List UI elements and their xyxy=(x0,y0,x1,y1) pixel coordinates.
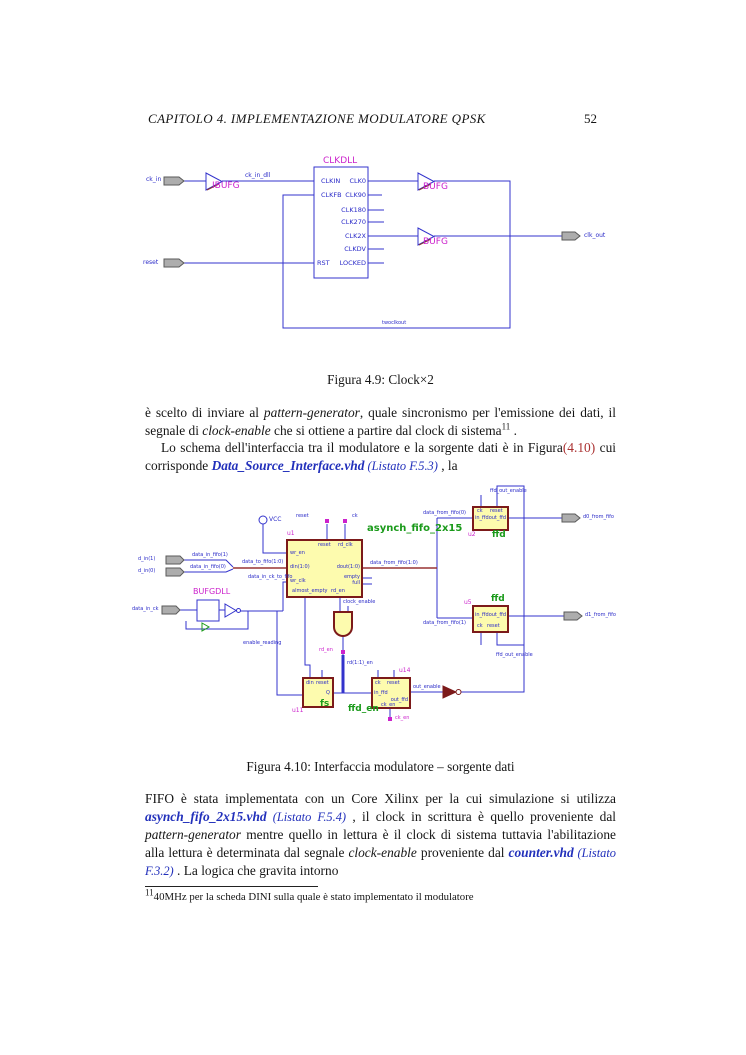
port-label-clk-out: clk_out xyxy=(584,232,606,239)
pin-label-u14-reset: reset xyxy=(387,680,400,686)
port-label-reset: reset xyxy=(143,259,159,266)
footnote-marker-ref: 11 xyxy=(501,421,511,432)
data-in-ck-port-tag xyxy=(162,606,180,614)
bufgdll-bubble xyxy=(237,609,241,613)
and-gate xyxy=(334,612,352,636)
instance-label-u1: u1 xyxy=(287,530,295,537)
pin-label-clk270: CLK270 xyxy=(341,218,366,226)
pin-label-wr-en: wr_en xyxy=(290,550,305,556)
pin-label-u5-in-ffd: in_ffd xyxy=(475,612,489,618)
pin-label-u5-ck: ck xyxy=(477,623,483,629)
para1-em-clock-enable: clock-enable xyxy=(202,422,271,438)
bufgdll-box xyxy=(197,600,219,621)
para3-s3: mentre quello in lettura è il clock di sistema tuttavia l'abilitazione alla lettura è determinata dal segnale xyxy=(145,827,616,860)
reset-port-tag xyxy=(164,259,184,267)
pin-label-u14-out-ffd: out_ffd xyxy=(390,697,408,703)
net-label-ck-top: ck xyxy=(352,513,358,519)
component-label-asynch-fifo: asynch_fifo_2x15 xyxy=(367,523,463,534)
fig49-wires xyxy=(184,178,562,328)
para2-s1: Lo schema dell'interfaccia tra il modulatore e la sorgente dati è in Figura xyxy=(161,440,563,456)
para1-s1: è scelto di inviare al xyxy=(145,405,264,420)
port-label-data-in-ck: data_in_ck xyxy=(132,606,159,612)
figure49-caption: Figura 4.9: Clock×2 xyxy=(327,372,434,387)
vcc-symbol xyxy=(259,516,267,524)
pin-label-u5-out-ffd: out_ffd xyxy=(488,612,506,618)
component-label-bufg2: BUFG xyxy=(423,237,448,247)
pin-label-u2-reset: reset xyxy=(490,508,503,514)
pin-label-din: din(1:0) xyxy=(290,564,310,570)
pin-label-dout: dout(1:0) xyxy=(336,564,360,570)
net-label-data-from-fifo-1: data_from_fifo(1) xyxy=(423,620,466,626)
pin-label-rst: RST xyxy=(317,259,330,267)
ck-in-port-tag xyxy=(164,177,184,185)
pin-label-locked: LOCKED xyxy=(339,259,366,267)
net-label-data-in-fifo-1: data_in_fifo(1) xyxy=(192,552,228,558)
component-label-clkdll: CLKDLL xyxy=(323,156,358,166)
paragraph-1 xyxy=(145,404,616,439)
para1-em-pattern-generator: pattern-generator xyxy=(263,405,360,420)
port-label-d-in-1: d_in(1) xyxy=(138,556,156,562)
pin-label-wr-clk: wr_clk xyxy=(290,578,306,584)
pin-label-u14-ck: ck xyxy=(375,680,381,686)
component-label-ffd-en: ffd_en xyxy=(348,704,379,714)
d0-from-fifo-port-tag xyxy=(562,514,580,522)
footnote-marker: 11 xyxy=(145,887,154,898)
ck-en-dot xyxy=(388,717,392,721)
para3-em-pattern-generator: pattern-generator xyxy=(145,827,241,843)
para3-s1: FIFO è stata implementata con un Core Xilinx per la cui simulazione si utilizza xyxy=(145,791,616,806)
net-label-rd-bus: rd(1:1)_en xyxy=(347,660,373,666)
pin-label-u2-ck: ck xyxy=(477,508,483,514)
pin-label-fifo-rd-clk: rd_clk xyxy=(338,542,353,548)
pin-label-almost-empty: almost_empty xyxy=(292,588,328,594)
component-label-ffd-top: ffd xyxy=(492,530,506,540)
pin-label-u2-out-ffd: out_ffd xyxy=(488,515,506,521)
vhd-file-link[interactable]: Data_Source_Interface.vhd xyxy=(211,457,365,473)
instance-label-u5: u5 xyxy=(464,599,472,606)
d1-from-fifo-port-tag xyxy=(564,612,582,620)
net-label-data-from-fifo-bus: data_from_fifo(1:0) xyxy=(370,560,418,566)
pin-label-empty: empty xyxy=(343,574,360,580)
pin-label-clk180: CLK180 xyxy=(341,206,366,214)
pin-label-u2-in-ffd: in_ffd xyxy=(475,515,489,521)
paragraph-2 xyxy=(145,439,616,475)
component-label-ibufg: IBUFG xyxy=(212,181,240,191)
bufgdll-clock-arrow-icon xyxy=(202,623,209,631)
pin-label-u11-din: din xyxy=(306,680,314,686)
port-label-d1-from-fifo: d1_from_fifo xyxy=(585,612,616,618)
net-label-data-in-fifo-0: data_in_fifo(0) xyxy=(190,564,226,570)
page-number: 52 xyxy=(584,111,597,126)
pin-label-clk2x: CLK2X xyxy=(344,232,366,240)
pin-label-u14-in-ffd: in_ffd xyxy=(374,690,388,696)
fifo-reset-dot xyxy=(325,519,329,523)
net-label-data-to-fifo: data_to_fifo(1:0) xyxy=(242,559,284,565)
para1-s2: , quale sincronismo per l'emissione dei dati, il segnale di xyxy=(145,405,616,438)
net-label-out-enable: out_enable xyxy=(413,684,441,690)
port-label-d-in-0: d_in(0) xyxy=(138,568,156,574)
listing-reference-f32[interactable]: (Listato F.3.2) xyxy=(145,845,617,879)
inverter-bubble xyxy=(456,690,461,695)
figure-reference-link[interactable]: (4.10) xyxy=(562,440,596,456)
listing-reference-f54[interactable]: (Listato F.5.4) xyxy=(266,809,347,824)
port-label-d0-from-fifo: d0_from_fifo xyxy=(583,514,614,520)
net-label-clock-enable: clock_enable xyxy=(343,599,376,605)
para3-s5: . La logica che gravita intorno xyxy=(173,863,339,879)
component-label-fs: fs xyxy=(320,699,330,709)
vcc-label: VCC xyxy=(269,516,282,523)
pin-label-u14-ck-en: ck_en xyxy=(381,702,396,708)
para3-s2: , il clock in scrittura è quello proveniente dal xyxy=(346,808,616,824)
pin-label-u5-reset: reset xyxy=(487,623,500,629)
inverter-icon xyxy=(443,686,456,698)
pin-label-clkfb: CLKFB xyxy=(321,191,342,199)
instance-label-u11: u11 xyxy=(292,707,304,714)
fifo-ck-dot xyxy=(343,519,347,523)
pin-label-clk90: CLK90 xyxy=(345,191,366,199)
pin-label-clkdv: CLKDV xyxy=(344,245,366,253)
net-label-ck-in-dll: ck_in_dll xyxy=(245,172,271,179)
component-label-bufgdll: BUFGDLL xyxy=(193,587,231,596)
para2-s2: cui corrisponde xyxy=(145,440,616,473)
net-label-enable-reading: enable_reading xyxy=(243,640,282,646)
para3-s4: proveniente dal xyxy=(416,844,509,860)
rd-en-dot xyxy=(341,650,345,654)
para1-s4: . xyxy=(510,422,517,438)
pin-label-clkin: CLKIN xyxy=(321,177,341,185)
net-label-ffd-out-enable-bottom: ffd_out_enable xyxy=(496,652,533,658)
component-label-ffd-bottom: ffd xyxy=(491,594,505,604)
component-label-bufg1: BUFG xyxy=(423,182,448,192)
net-label-data-from-fifo-0: data_from_fifo(0) xyxy=(423,510,466,516)
d-in1-port-tag xyxy=(166,556,184,564)
para3-em-clock-enable: clock-enable xyxy=(348,844,417,860)
listing-reference-link[interactable]: (Listato F.5.3) xyxy=(364,458,438,473)
paragraph-3 xyxy=(145,790,616,881)
para2-s3: , la xyxy=(437,457,458,473)
vhd-file-link-asynch-fifo[interactable]: asynch_fifo_2x15.vhd xyxy=(145,808,267,824)
figure410-caption: Figura 4.10: Interfaccia modulatore – sorgente dati xyxy=(246,759,515,774)
pin-label-rd-en: rd_en xyxy=(331,588,345,594)
d-in0-port-tag xyxy=(166,568,184,576)
para1-s3: che si ottiene a partire dal clock di sistema xyxy=(270,422,502,438)
pin-label-clk0: CLK0 xyxy=(349,177,366,185)
vhd-file-link-counter[interactable]: counter.vhd xyxy=(508,844,574,860)
instance-label-u2: u2 xyxy=(468,531,476,538)
clk-out-port-tag xyxy=(562,232,580,240)
port-label-ck-in: ck_in xyxy=(146,176,162,183)
net-label-rd-en-dot: rd_en xyxy=(319,647,333,653)
sheet-label: twoclkout xyxy=(382,320,407,326)
body-paragraphs-1 xyxy=(145,404,616,475)
pin-label-full: full xyxy=(352,580,360,586)
instance-label-u14: u14 xyxy=(399,667,411,674)
body-paragraphs-2 xyxy=(145,790,616,881)
pin-label-u11-q: Q xyxy=(326,690,330,696)
footnote-rule xyxy=(145,886,318,887)
net-label-data-in-ck-to-fifo: data_in_ck_to_fifo xyxy=(248,574,293,580)
chapter-title: CAPITOLO 4. IMPLEMENTAZIONE MODULATORE QPSK xyxy=(148,111,486,126)
pin-label-fifo-reset: reset xyxy=(318,542,331,548)
net-label-reset-top: reset xyxy=(296,513,309,519)
pin-label-u11-reset: reset xyxy=(316,680,329,686)
footnote-text: 40MHz per la scheda DINI sulla quale è stato implementato il modulatore xyxy=(153,891,474,903)
footnote xyxy=(145,886,616,904)
bufgdll-buffer-icon xyxy=(225,604,236,617)
net-label-ffd-out-enable-top: ffd_out_enable xyxy=(490,488,527,494)
net-label-ck-en-dot: ck_en xyxy=(395,715,410,721)
